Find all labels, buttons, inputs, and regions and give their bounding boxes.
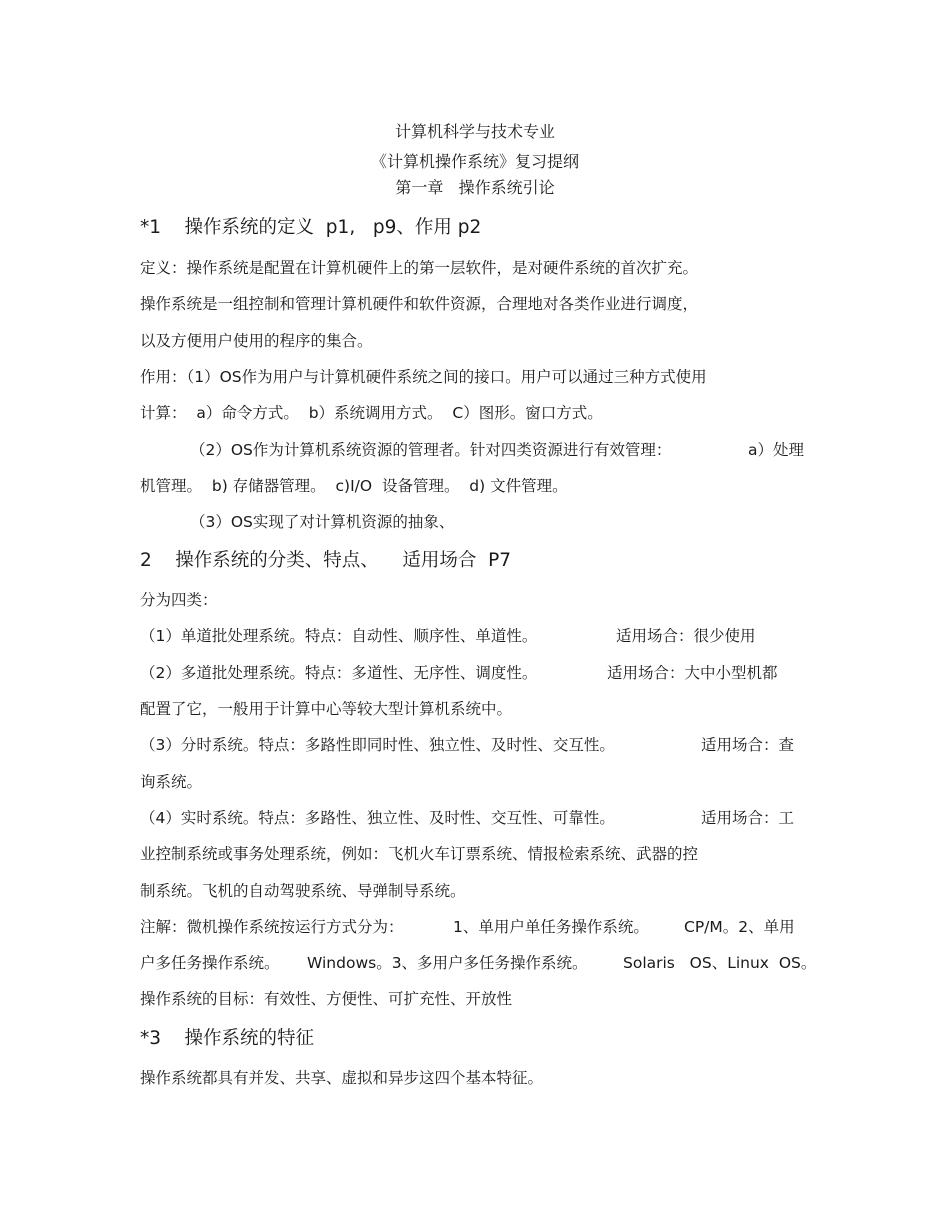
text-line: 以及方便用户使用的程序的集合。: [140, 332, 373, 350]
chapter-title: 第一章 操作系统引论: [395, 178, 555, 197]
text-line: 计算： a）命令方式。 b）系统调用方式。 C）图形。窗口方式。: [140, 404, 603, 422]
text-line: 操作系统是一组控制和管理计算机硬件和软件资源，合理地对各类作业进行调度，: [140, 295, 699, 313]
text-line: 操作系统都具有并发、共享、虚拟和异步这四个基本特征。: [140, 1069, 544, 1087]
text-line: 注解：微机操作系统按运行方式分为：: [140, 918, 404, 936]
text-line: （1）单道批处理系统。特点：自动性、顺序性、单道性。: [140, 627, 538, 645]
text-line: Windows。3、多用户多任务操作系统。: [307, 954, 588, 972]
text-line: Solaris OS、Linux OS。: [623, 954, 817, 972]
text-line: CP/M。2、单用: [684, 918, 795, 936]
text-line: （3）OS实现了对计算机资源的抽象、: [190, 513, 455, 531]
text-line: 配置了它，一般用于计算中心等较大型计算机系统中。: [140, 700, 513, 718]
text-line: 户多任务操作系统。: [140, 954, 280, 972]
text-line: 分为四类：: [140, 591, 218, 609]
text-line: 1、单用户单任务操作系统。: [453, 918, 649, 936]
text-line: 适用场合：工: [701, 809, 795, 827]
text-line: 业控制系统或事务处理系统，例如：飞机火车订票系统、情报检索系统、武器的控: [140, 845, 699, 863]
course-title: 《计算机操作系统》复习提纲: [370, 152, 579, 171]
text-line: 作用：（1）OS作为用户与计算机硬件系统之间的接口。用户可以通过三种方式使用: [140, 368, 707, 386]
text-line: 适用场合：大中小型机都: [607, 664, 778, 682]
text-line: 制系统。飞机的自动驾驶系统、导弹制导系统。: [140, 882, 466, 900]
text-line: 定义：操作系统是配置在计算机硬件上的第一层软件，是对硬件系统的首次扩充。: [140, 259, 699, 277]
text-line: （2）OS作为计算机系统资源的管理者。针对四类资源进行有效管理：: [190, 441, 672, 459]
text-line: （2）多道批处理系统。特点：多道性、无序性、调度性。: [140, 664, 538, 682]
text-line: 机管理。 b) 存储器管理。 c)I/O 设备管理。 d) 文件管理。: [140, 477, 568, 495]
section-heading: 2 操作系统的分类、特点、 适用场合 P7: [140, 550, 512, 571]
text-line: 操作系统的目标：有效性、方便性、可扩充性、开放性: [140, 990, 513, 1008]
text-line: （3）分时系统。特点：多路性即同时性、独立性、及时性、交互性。: [140, 736, 615, 754]
text-line: 询系统。: [140, 773, 203, 791]
major-title: 计算机科学与技术专业: [394, 122, 555, 141]
section-heading: *1 操作系统的定义 p1, p9、作用 p2: [140, 217, 482, 238]
text-line: （4）实时系统。特点：多路性、独立性、及时性、交互性、可靠性。: [140, 809, 615, 827]
text-line: 适用场合：查: [701, 736, 795, 754]
text-line: 适用场合：很少使用: [616, 627, 756, 645]
text-line: a）处理: [748, 441, 804, 459]
section-heading: *3 操作系统的特征: [140, 1028, 315, 1049]
